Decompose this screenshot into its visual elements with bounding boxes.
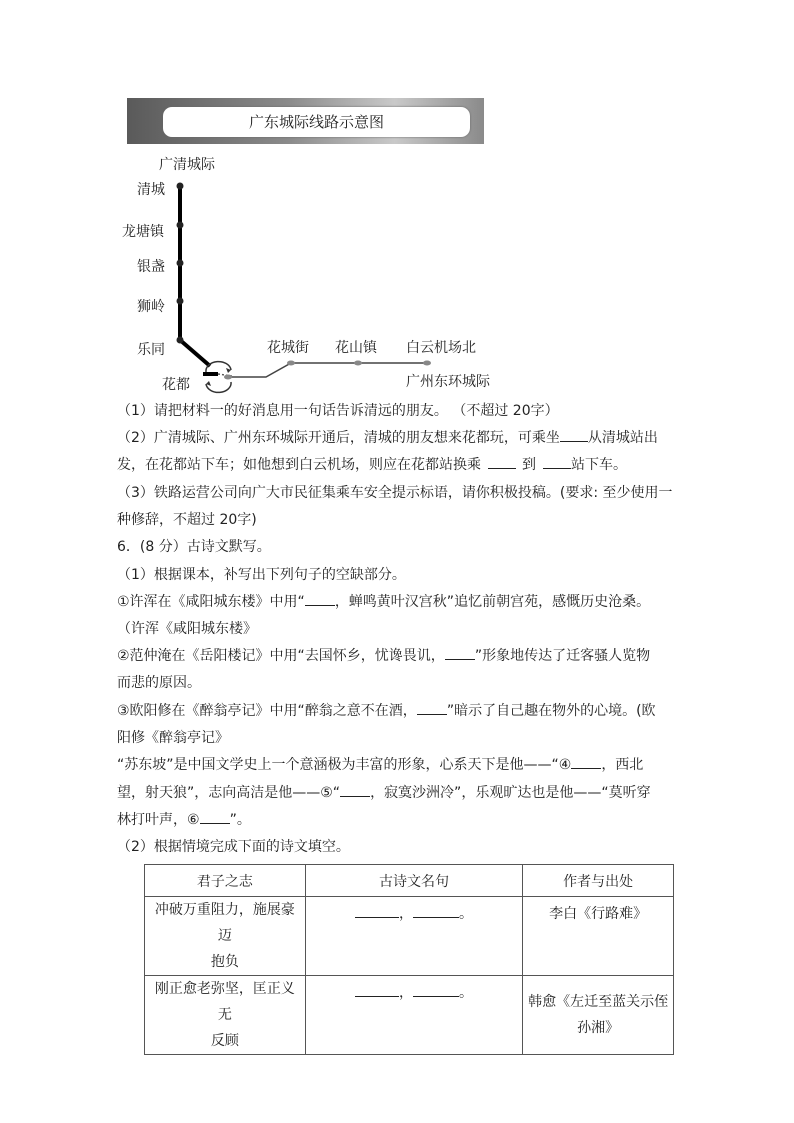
station-yinzhan: 银盏 [137, 259, 165, 275]
answer-blank[interactable] [413, 982, 459, 997]
station-baiyun-airport-north: 白云机场北 [406, 340, 476, 356]
q5-part3-line1: （3）铁路运营公司向广大市民征集乘车安全提示标语，请你积极投稿。(要求: 至少使用一 [117, 485, 673, 501]
q5-part2-line2: 发，在花都站下车；如他想到白云机场，则应在花都站换乘 到 站下车。 [117, 452, 627, 479]
station-huachengjie: 花城街 [267, 340, 309, 356]
line-label-guangqing: 广清城际 [159, 157, 215, 173]
answer-blank[interactable] [560, 427, 588, 442]
table-cell-verse: ， 。 [305, 976, 523, 1055]
line-label-east-ring: 广州东环城际 [406, 374, 490, 390]
station-dot-shiling [177, 298, 184, 305]
q6-line3: ③欧阳修在《醉翁亭记》中用“醉翁之意不在酒， ”暗示了自己趣在物外的心境。(欧 [117, 698, 656, 725]
table-row [145, 897, 674, 976]
station-huadu: 花都 [162, 377, 190, 393]
station-dot-qingcheng [177, 183, 184, 190]
route-map [0, 0, 794, 400]
answer-blank[interactable] [413, 903, 459, 918]
answer-blank[interactable] [200, 809, 230, 824]
station-dot-yinzhan [177, 260, 184, 267]
q6-sub1: （1）根据课本，补写出下列句子的空缺部分。 [117, 567, 406, 583]
station-dot-huadu [224, 375, 232, 380]
route-line-bend [180, 340, 210, 366]
q6-line1-source: （许浑《咸阳城东楼》 [117, 621, 257, 637]
q6-line1: ①许浑在《咸阳城东楼》中用“ ，蝉鸣黄叶汉宫秋”追忆前朝宫苑，感慨历史沧桑。 [117, 589, 650, 616]
route-line-east [228, 363, 430, 377]
answer-blank[interactable] [543, 454, 571, 469]
answer-blank[interactable] [488, 454, 516, 469]
answer-blank[interactable] [340, 782, 370, 797]
table-header: 作者与出处 [523, 865, 674, 897]
q6-line4: “苏东坡”是中国文学史上一个意涵极为丰富的形象，心系天下是他——“④ ，西北 [117, 752, 643, 779]
q5-part2-line1: （2）广清城际、广州东环城际开通后，清城的朋友想来花都玩，可乘坐 从清城站出 [117, 425, 658, 452]
answer-blank[interactable] [571, 754, 601, 769]
station-qingcheng: 清城 [137, 182, 165, 198]
table-cell-aspiration: 冲破万重阻力，施展豪迈 抱负 [145, 897, 306, 976]
table-header: 古诗文名句 [305, 865, 523, 897]
station-dot-baiyun [423, 361, 431, 366]
answer-blank[interactable] [417, 700, 447, 715]
station-letong: 乐同 [137, 342, 165, 358]
answer-blank[interactable] [355, 903, 399, 918]
table-header: 君子之志 [145, 865, 306, 897]
station-dot-letong [177, 337, 184, 344]
answer-blank[interactable] [445, 645, 475, 660]
table-header-row [145, 865, 674, 897]
station-dot-longtang [177, 222, 184, 229]
table-cell-verse: ， 。 [305, 897, 523, 976]
answer-blank[interactable] [305, 591, 335, 606]
q6-line5: 望，射天狼”，志向高洁是他——⑤“ ，寂寞沙洲冷”，乐观旷达也是他——“莫听穿 [117, 780, 651, 807]
q6-sub2: （2）根据情境完成下面的诗文填空。 [117, 839, 350, 855]
table-cell-source: 韩愈《左迁至蓝关示侄 孙湘》 [523, 976, 674, 1055]
station-huashan: 花山镇 [335, 340, 377, 356]
q5-part1: （1）请把材料一的好消息用一句话告诉清远的朋友。 （不超过 20字） [117, 403, 559, 419]
q6-heading: 6．(8 分）古诗文默写。 [117, 539, 271, 555]
q6-line3-cont: 阳修《醉翁亭记》 [117, 730, 229, 746]
q6-line6: 林打叶声，⑥ ”。 [117, 807, 251, 834]
station-dot-huashan [354, 361, 362, 366]
station-dot-huachengjie [287, 361, 295, 366]
q5-part3-line2: 种修辞，不超过 20字) [117, 512, 257, 528]
table-cell-aspiration: 刚正愈老弥坚，匡正义无 反顾 [145, 976, 306, 1055]
answer-blank[interactable] [355, 982, 399, 997]
station-shiling: 狮岭 [137, 299, 165, 315]
table-row [145, 976, 674, 1055]
station-longtang: 龙塘镇 [122, 224, 164, 240]
poem-table [144, 864, 674, 1055]
q6-line2: ②范仲淹在《岳阳楼记》中用“去国怀乡，忧谗畏讥， ”形象地传达了迁客骚人览物 [117, 643, 650, 670]
map-title: 广东城际线路示意图 [163, 107, 470, 137]
q6-line2-cont: 而悲的原因。 [117, 675, 201, 691]
table-cell-source: 李白《行路难》 [523, 897, 674, 976]
